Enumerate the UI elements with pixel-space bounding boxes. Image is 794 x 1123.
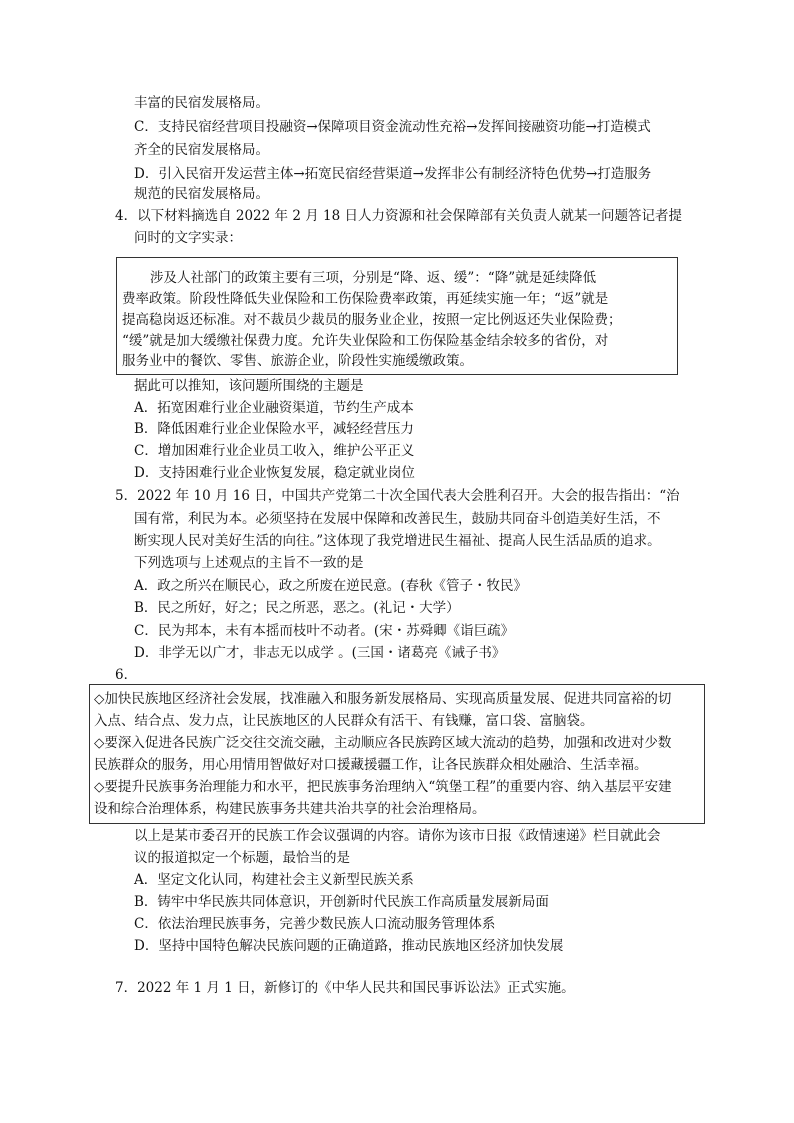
q6-material-line2: 入点、结合点、发力点，让民族地区的人民群众有活干、有钱赚，富口袋、富脑袋。 [94,713,594,729]
q4-material-line1: 涉及人社部门的政策主要有三项，分别是“降、返、缓”：“降”就是延续降低 [150,270,597,286]
q4-material-line5: 服务业中的餐饮、零售、旅游企业，阶段性实施缓缴政策。 [122,353,473,369]
q3-option-d-line2: 规范的民宿发展格局。 [134,186,269,202]
q4-material-line2: 费率政策。阶段性降低失业保险和工伤保险费率政策，再延续实施一年；“返”就是 [122,291,609,307]
q3-option-d-line1: D．引入民宿开发运营主体→拓宽民宿经营渠道→发挥非公有制经济特色优势→打造服务 [134,166,652,182]
q6-material-box [89,684,705,824]
q5-option-a: A．政之所兴在顺民心，政之所废在逆民意。(春秋《管子・牧民》 [134,578,528,594]
q4-question: 据此可以推知，该问题所围绕的主题是 [134,378,364,394]
q6-material-line6: 设和综合治理体系，构建民族事务共建共治共享的社会治理格局。 [94,801,486,817]
q6-question-line1: 以上是某市委召开的民族工作会议强调的内容。请你为该市日报《政情速递》栏目就此会 [134,828,661,844]
q4-option-c: C．增加困难行业企业员工收入，维护公平正义 [134,443,415,459]
q4-stem-line1: 4．以下材料摘选自 2022 年 2 月 18 日人力资源和社会保障部有关负责人就某一问题答记者提 [115,208,682,224]
q6-option-b: B．铸牢中华民族共同体意识，开创新时代民族工作高质量发展新局面 [134,894,549,910]
q4-option-b: B．降低困难行业企业保险水平，减轻经营压力 [134,421,414,437]
q5-stem-line4: 下列选项与上述观点的主旨不一致的是 [134,555,364,571]
q5-option-b: B．民之所好，好之；民之所恶，恶之。(礼记・大学） [134,600,460,616]
q3-option-b-continuation: 丰富的民宿发展格局。 [134,95,269,111]
q3-option-c-line2: 齐全的民宿发展格局。 [134,142,269,158]
q4-material-line4: “缓”就是加大缓缴社保费力度。允许失业保险和工伤保险基金结余较多的省份，对 [122,333,609,349]
q5-option-c: C．民为邦本，未有本摇而枝叶不动者。(宋・苏舜卿《诣巨疏》 [134,623,515,639]
q7-stem: 7．2022 年 1 月 1 日，新修订的《中华人民共和国民事诉讼法》正式实施。 [115,980,575,996]
q6-question-line2: 议的报道拟定一个标题，最恰当的是 [134,850,350,866]
q4-option-d: D．支持困难行业企业恢复发展，稳定就业岗位 [134,465,415,481]
q5-stem-line2: 国有常，利民为本。必须坚持在发展中保障和改善民生，鼓励共同奋斗创造美好生活，不 [134,511,661,527]
q6-number: 6． [115,667,138,683]
q6-material-line1: ◇加快民族地区经济社会发展，找准融入和服务新发展格局、实现高质量发展、促进共同富裕的切 [94,691,672,707]
q4-material-line3: 提高稳岗返还标准。对不裁员少裁员的服务业企业，按照一定比例返还失业保险费； [122,312,622,328]
q4-option-a: A．拓宽困难行业企业融资渠道，节约生产成本 [134,400,414,416]
q6-option-a: A．坚定文化认同，构建社会主义新型民族关系 [134,872,414,888]
q6-material-line4: 民族群众的服务，用心用情用智做好对口援藏援疆工作，让各民族群众相处融洽、生活幸福。 [94,757,648,773]
q5-stem-line1: 5．2022 年 10 月 16 日，中国共产党第二十次全国代表大会胜利召开。大会的报告指出：“治 [115,488,680,504]
q6-material-line5: ◇要提升民族事务治理能力和水平，把民族事务治理纳入“筑堡工程”的重要内容、纳入基层平安建 [94,779,672,795]
q6-option-d: D．坚持中国特色解决民族问题的正确道路，推动民族地区经济加快发展 [134,938,564,954]
q6-material-line3: ◇要深入促进各民族广泛交往交流交融，主动顺应各民族跨区域大流动的趋势，加强和改进对少数 [94,735,672,751]
q5-option-d: D．非学无以广才，非志无以成学 。(三国・诸葛亮《诫子书》 [134,645,506,661]
q4-stem-line2: 问时的文字实录： [134,230,242,246]
q4-material-box [116,257,678,375]
q3-option-c-line1: C．支持民宿经营项目投融资→保障项目资金流动性充裕→发挥间接融资功能→打造模式 [134,119,651,135]
q5-stem-line3: 断实现人民对美好生活的向往。”这体现了我党增进民生福祉、提高人民生活品质的追求。 [134,533,661,549]
q6-option-c: C．依法治理民族事务，完善少数民族人口流动服务管理体系 [134,916,496,932]
